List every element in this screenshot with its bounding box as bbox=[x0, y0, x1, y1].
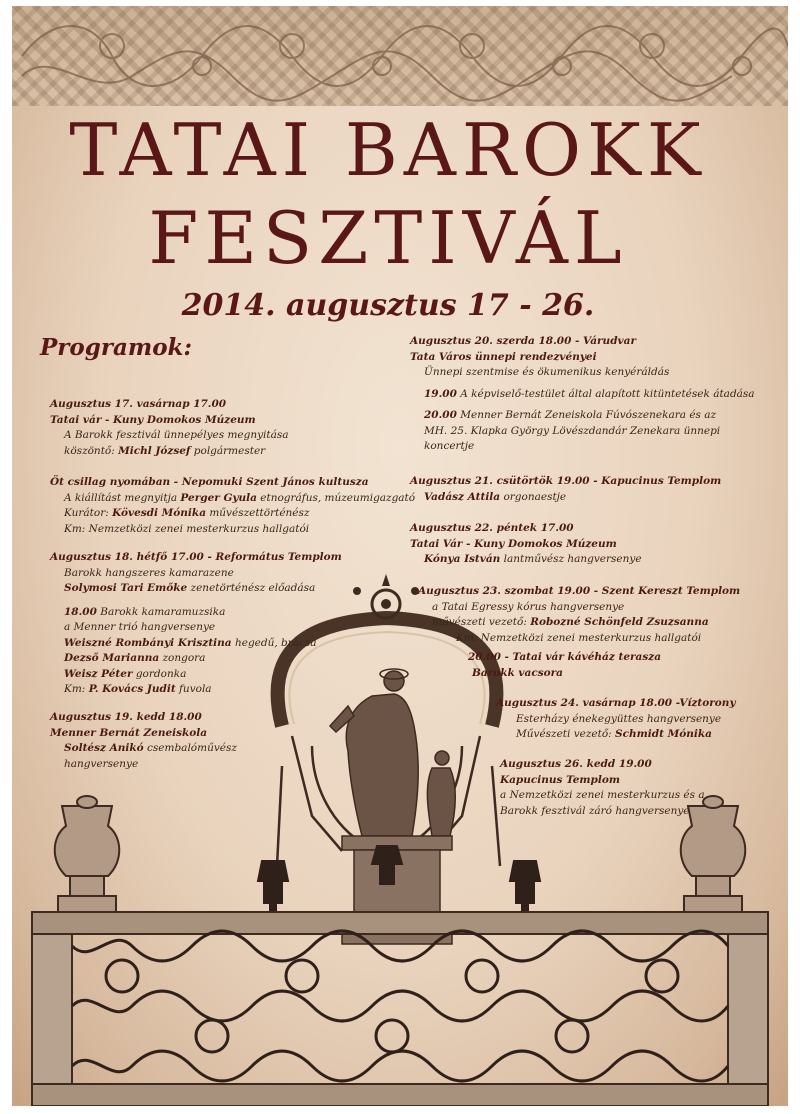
event-subheader: 20.00 - Tatai vár kávéház terasza bbox=[468, 651, 662, 663]
event-header: Augusztus 24. vasárnap 18.00 -Víztorony bbox=[496, 697, 736, 709]
event-time: 18.00 bbox=[64, 605, 97, 618]
event-line bbox=[50, 682, 342, 698]
text: Menner Bernát Zeneiskola Fúvószenekara és az bbox=[456, 409, 717, 421]
event-header: Augusztus 23. szombat 19.00 - Szent Kereszt Templom bbox=[418, 585, 741, 597]
text: művészeti vezető: bbox=[432, 616, 531, 628]
person-name: Schmidt Mónika bbox=[615, 728, 712, 740]
person-name: Dezső Marianna bbox=[64, 652, 160, 664]
event-line bbox=[50, 444, 415, 460]
event-venue: Tata Város ünnepi rendezvényei bbox=[410, 350, 597, 363]
event-line bbox=[410, 490, 721, 506]
person-name: Michl József bbox=[118, 444, 191, 457]
date-range: 2014. augusztus 17 - 26. bbox=[181, 288, 595, 323]
event-line bbox=[50, 605, 342, 621]
event-line: Esterházy énekegyüttes hangversenye bbox=[516, 712, 722, 725]
event-aug21 bbox=[410, 474, 721, 505]
event-line: Barokk fesztivál záró hangversenye bbox=[500, 804, 690, 817]
event-line bbox=[410, 408, 755, 424]
event-line bbox=[50, 741, 237, 757]
event-aug20 bbox=[410, 334, 755, 455]
event-aug17 bbox=[50, 397, 415, 537]
event-header: Augusztus 17. vasárnap 17.00 bbox=[50, 398, 227, 410]
event-line: a Tatai Egressy kórus hangversenye bbox=[432, 600, 625, 613]
person-name: P. Kovács Judit bbox=[88, 683, 176, 695]
event-line bbox=[410, 552, 642, 568]
text: A kiállítást megnyitja bbox=[64, 491, 181, 504]
text: művészettörténész bbox=[206, 507, 310, 519]
event-line: Km: Nemzetközi zenei mesterkurzus hallgatói bbox=[456, 631, 702, 644]
text: etnográfus, múzeumigazgató bbox=[256, 491, 416, 504]
text: lantművész hangversenye bbox=[500, 553, 642, 565]
event-line bbox=[50, 581, 342, 597]
text: fuvola bbox=[175, 683, 212, 695]
event-aug23 bbox=[418, 584, 740, 681]
event-line: hangversenye bbox=[64, 757, 139, 770]
text: orgonaestje bbox=[500, 490, 567, 503]
event-aug24 bbox=[496, 696, 736, 743]
event-aug18 bbox=[50, 550, 342, 698]
text: hegedű, brácsa bbox=[231, 636, 317, 649]
event-line: koncertje bbox=[424, 440, 475, 452]
event-header: Augusztus 26. kedd 19.00 bbox=[500, 758, 652, 770]
person-name: Soltész Anikó bbox=[64, 742, 144, 754]
text: Barokk kamaramuzsika bbox=[96, 605, 226, 618]
text: Művészeti vezető: bbox=[516, 728, 616, 740]
event-venue: Tatai Vár - Kuny Domokos Múzeum bbox=[410, 537, 617, 550]
text: Kurátor: bbox=[64, 507, 113, 519]
event-aug26 bbox=[500, 757, 705, 819]
event-line bbox=[50, 506, 415, 522]
event-line: MH. 25. Klapka György Lövészdandár Zenekara ünnepi bbox=[424, 424, 721, 437]
event-venue: Menner Bernát Zeneiskola bbox=[50, 726, 208, 739]
event-line: Km: Nemzetközi zenei mesterkurzus hallgatói bbox=[64, 522, 310, 535]
event-subheader: Barokk vacsora bbox=[472, 666, 563, 679]
event-header: Augusztus 20. szerda 18.00 - Várudvar bbox=[410, 335, 636, 347]
event-venue: Tatai vár - Kuny Domokos Múzeum bbox=[50, 413, 256, 426]
event-line bbox=[410, 387, 755, 403]
event-line bbox=[418, 615, 740, 631]
event-line: Ünnepi szentmise és ökumenikus kenyéráldás bbox=[424, 366, 670, 378]
text: köszöntő: bbox=[64, 444, 119, 457]
event-line bbox=[496, 727, 736, 743]
event-header: Augusztus 21. csütörtök 19.00 - Kapucinus Templom bbox=[410, 475, 722, 487]
title-line-2: FESZTIVÁL bbox=[148, 196, 628, 280]
event-aug22 bbox=[410, 521, 642, 568]
event-time: 20.00 bbox=[424, 409, 457, 421]
text: csembalóművész bbox=[143, 742, 237, 754]
event-line bbox=[50, 651, 342, 667]
text: gordonka bbox=[132, 667, 187, 680]
event-header: Augusztus 18. hétfő 17.00 - Református Templom bbox=[50, 551, 342, 563]
event-line: A Barokk fesztivál ünnepélyes megnyitása bbox=[64, 429, 289, 441]
event-line: Barokk hangszeres kamarazene bbox=[64, 566, 234, 579]
event-line bbox=[50, 491, 415, 507]
event-header: Augusztus 19. kedd 18.00 bbox=[50, 711, 202, 723]
person-name: Kövesdi Mónika bbox=[112, 507, 206, 519]
text: zongora bbox=[159, 652, 206, 664]
person-name: Kónya István bbox=[424, 553, 501, 565]
person-name: Weisz Péter bbox=[64, 667, 133, 680]
event-line bbox=[50, 667, 342, 683]
person-name: Weiszné Rombányi Krisztina bbox=[64, 636, 232, 649]
programs-heading: Programok: bbox=[40, 334, 192, 361]
event-header: Augusztus 22. péntek 17.00 bbox=[410, 522, 574, 534]
event-venue: Kapucinus Templom bbox=[500, 773, 620, 786]
title-line-1: TATAI BAROKK bbox=[69, 108, 707, 192]
person-name: Solymosi Tari Emőke bbox=[64, 582, 188, 594]
event-line: a Nemzetközi zenei mesterkurzus és a bbox=[500, 789, 705, 801]
event-time: 19.00 bbox=[424, 387, 457, 400]
event-line bbox=[50, 636, 342, 652]
text: polgármester bbox=[190, 444, 266, 457]
text: zenetörténész előadása bbox=[187, 582, 316, 594]
person-name: Vadász Attila bbox=[424, 490, 501, 503]
event-subheader: Öt csillag nyomában - Nepomuki Szent János kultusza bbox=[50, 476, 369, 488]
text: A képviselő-testület által alapított kitüntetések átadása bbox=[456, 387, 755, 400]
person-name: Perger Gyula bbox=[180, 491, 257, 504]
event-aug19 bbox=[50, 710, 237, 772]
event-line: a Menner trió hangversenye bbox=[64, 621, 216, 633]
person-name: Robozné Schönfeld Zsuzsanna bbox=[530, 616, 709, 628]
text: Km: bbox=[64, 683, 89, 695]
